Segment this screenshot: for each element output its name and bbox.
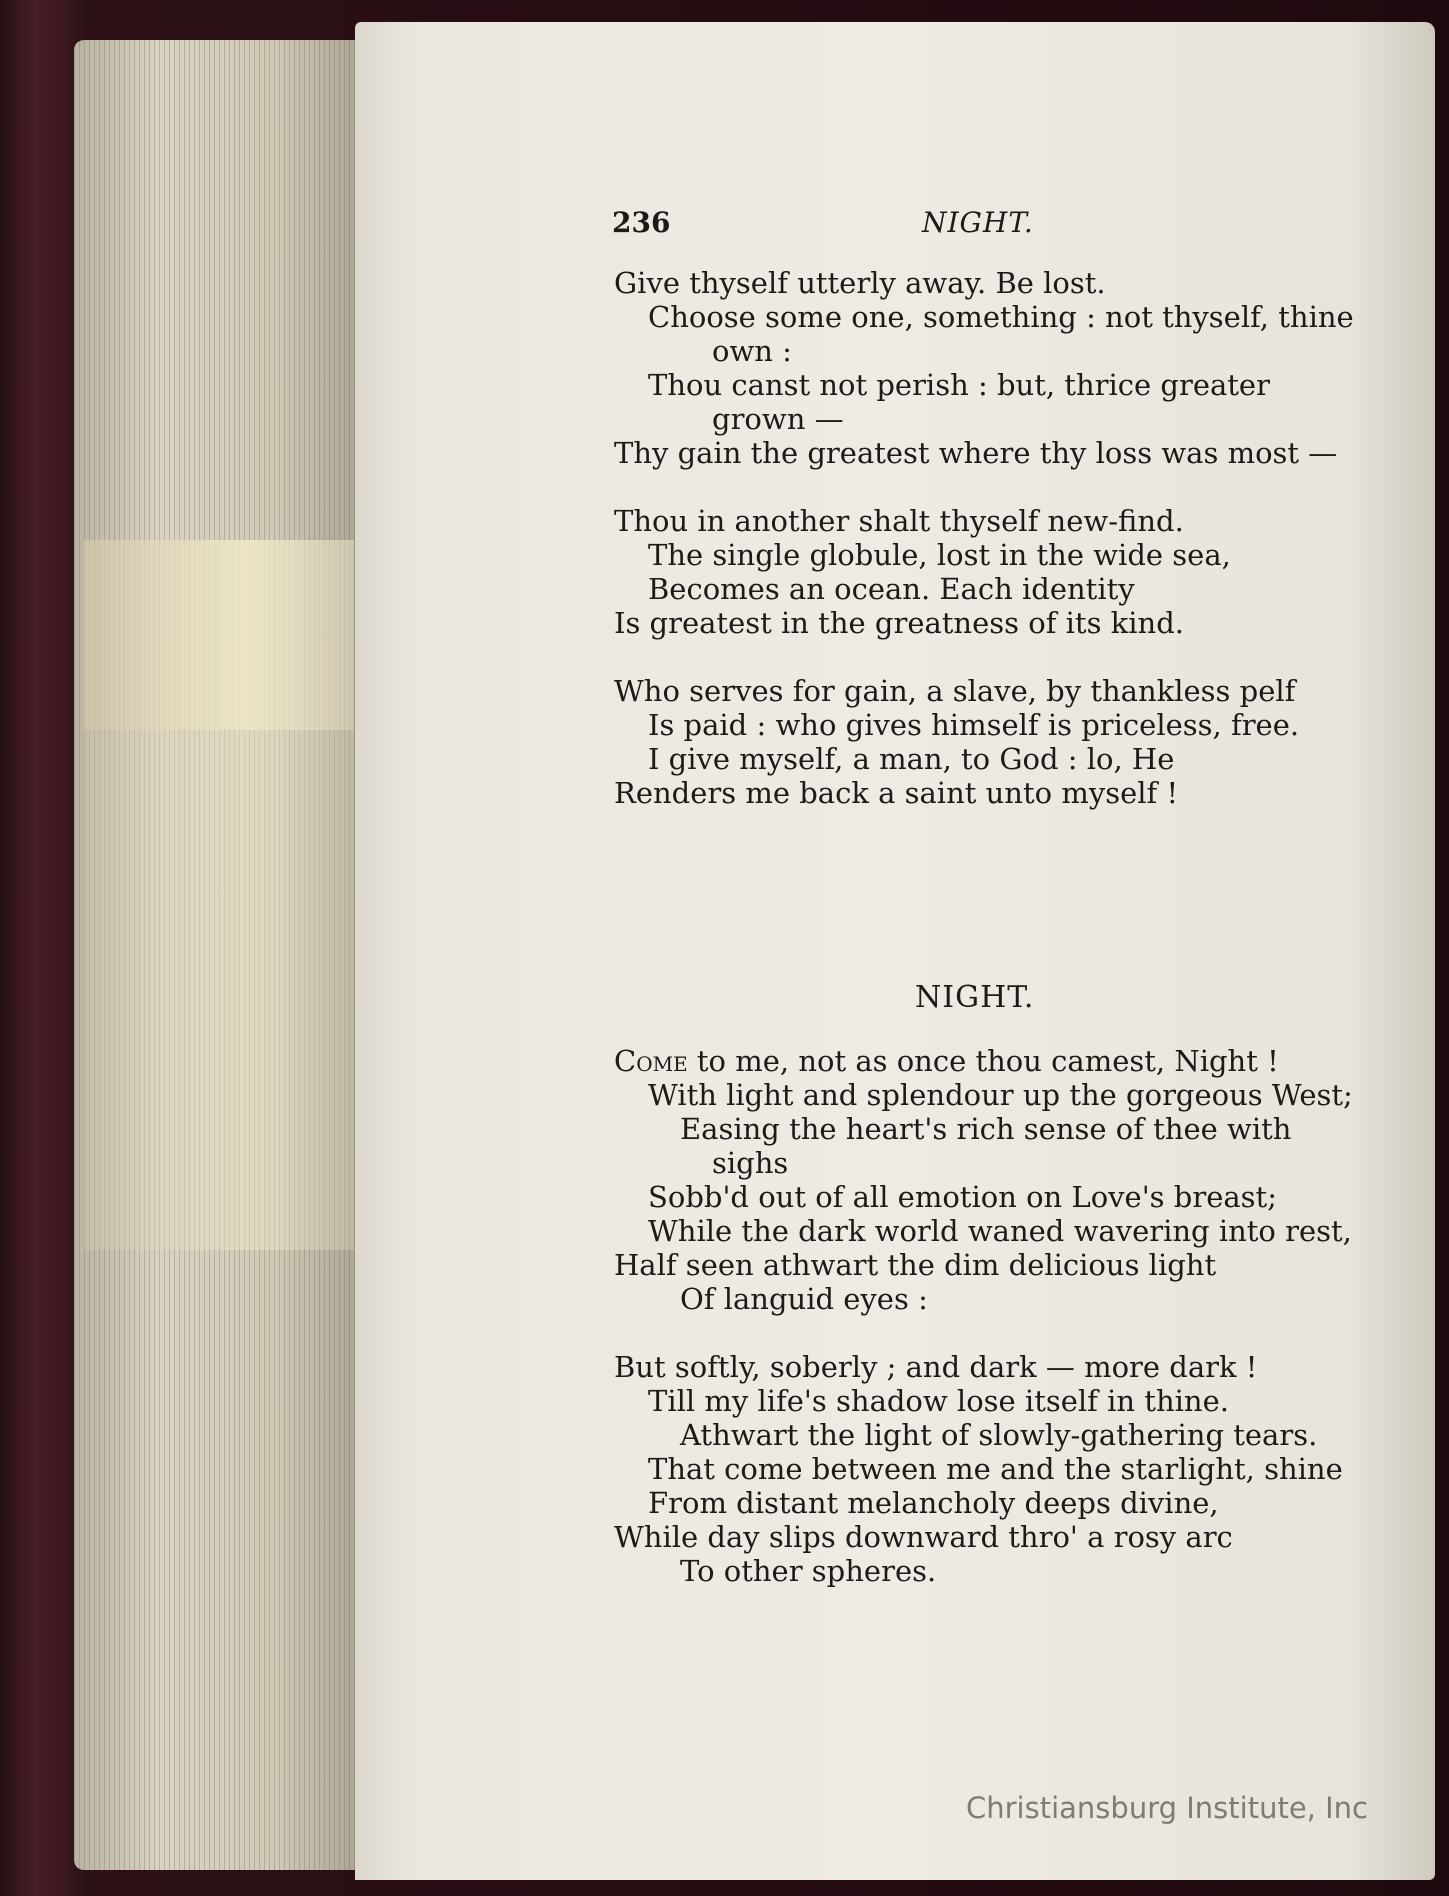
poem-line: Thou in another shalt thyself new-find. xyxy=(614,504,1184,538)
poem-line: But softly, soberly ; and dark — more dark ! xyxy=(614,1350,1258,1384)
poem-line: grown — xyxy=(712,402,844,436)
running-head: NIGHT. xyxy=(922,206,1034,239)
poem-line-rest: to me, not as once thou camest, Night ! xyxy=(696,1044,1279,1078)
poem-line: Half seen athwart the dim delicious light xyxy=(614,1248,1217,1282)
poem-title: NIGHT. xyxy=(915,980,1035,1015)
poem-line: Thou canst not perish : but, thrice greater xyxy=(648,368,1270,402)
poem-line: Choose some one, something : not thyself, thine xyxy=(648,300,1354,334)
page-edge-highlight xyxy=(84,540,354,730)
poem-line: own : xyxy=(712,334,792,368)
page-edge-highlight xyxy=(84,730,354,1250)
poem-line: To other spheres. xyxy=(680,1554,937,1588)
poem-line: Till my life's shadow lose itself in thine. xyxy=(648,1384,1229,1418)
poem-line: While day slips downward thro' a rosy arc xyxy=(614,1520,1233,1554)
poem-line: With light and splendour up the gorgeous West; xyxy=(648,1078,1353,1112)
poem-line: While the dark world waned wavering into rest, xyxy=(648,1214,1352,1248)
poem-line: Renders me back a saint unto myself ! xyxy=(614,776,1179,810)
poem-line: The single globule, lost in the wide sea, xyxy=(648,538,1231,572)
poem-line: Is greatest in the greatness of its kind. xyxy=(614,606,1184,640)
poem-line: That come between me and the starlight, shine xyxy=(648,1452,1343,1486)
poem-line: From distant melancholy deeps divine, xyxy=(648,1486,1219,1520)
poem-line: Of languid eyes : xyxy=(680,1282,928,1316)
poem-line: Sobb'd out of all emotion on Love's breast; xyxy=(648,1180,1277,1214)
poem-line: Who serves for gain, a slave, by thankless pelf xyxy=(614,674,1296,708)
first-word: Come xyxy=(614,1044,688,1078)
page-number: 236 xyxy=(612,206,671,239)
poem-line: Is paid : who gives himself is priceless, free. xyxy=(648,708,1300,742)
poem-line: sighs xyxy=(712,1146,789,1180)
page-edges xyxy=(74,40,364,1870)
poem-line: Give thyself utterly away. Be lost. xyxy=(614,266,1106,300)
poem-line: Easing the heart's rich sense of thee with xyxy=(680,1112,1292,1146)
poem-line xyxy=(614,1044,1279,1078)
poem-line: Athwart the light of slowly-gathering tears. xyxy=(680,1418,1318,1452)
poem-line: I give myself, a man, to God : lo, He xyxy=(648,742,1175,776)
poem-line: Becomes an ocean. Each identity xyxy=(648,572,1135,606)
poem-line: Thy gain the greatest where thy loss was most — xyxy=(614,436,1338,470)
watermark-text: Christiansburg Institute, Inc xyxy=(966,1791,1368,1825)
